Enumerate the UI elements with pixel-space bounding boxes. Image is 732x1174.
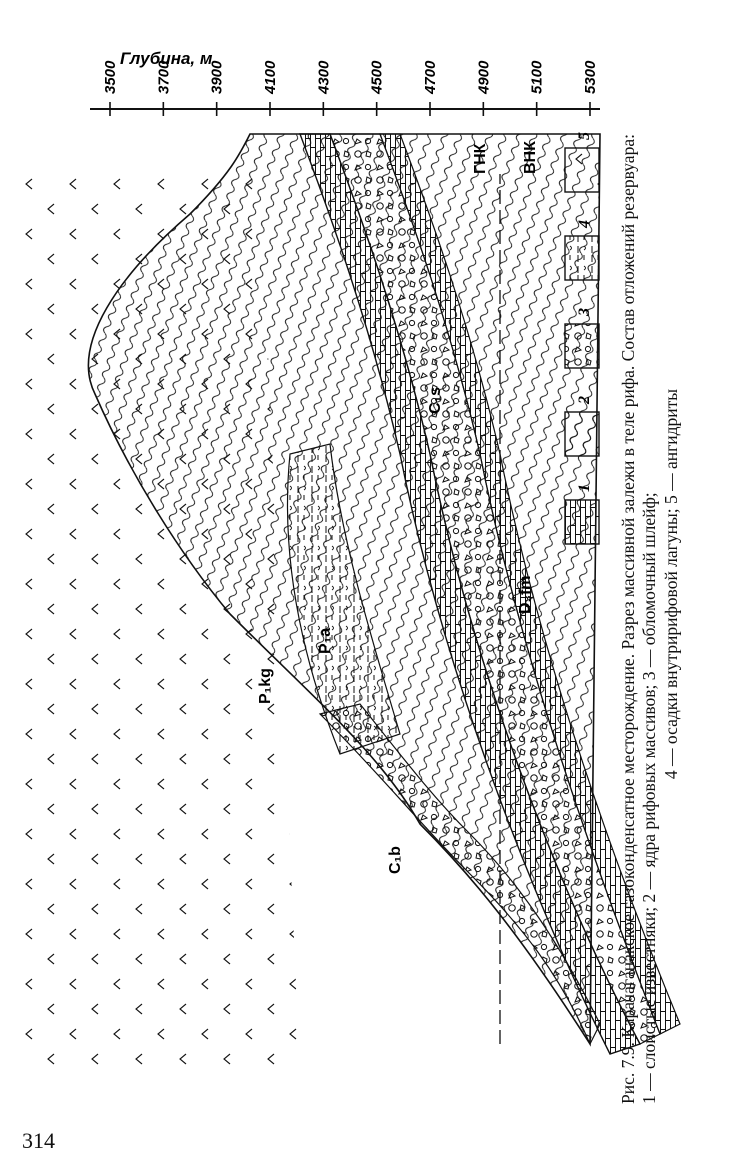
depth-tick-label: 5300 bbox=[582, 60, 599, 94]
legend-swatch-clastic-apron bbox=[565, 324, 599, 368]
page-number: 314 bbox=[22, 1128, 55, 1153]
depth-tick-label: 4300 bbox=[315, 60, 333, 94]
caption-text: Карачаганакское газоконденсатное месторождение. Разрез массивной залежи в теле рифа. Состав отложений резервуара: bbox=[618, 134, 638, 1038]
depth-tick-label: 3900 bbox=[208, 60, 226, 94]
legend-number: 4 bbox=[576, 220, 593, 228]
label-c1b: C₁b bbox=[387, 846, 404, 874]
caption-legend-line-2: 4 — осадки внутририфовой лагуны; 5 — ангидриты bbox=[660, 388, 681, 780]
depth-axis bbox=[90, 49, 600, 116]
label-vnk: ВНК bbox=[522, 141, 539, 174]
legend-number: 3 bbox=[576, 308, 593, 316]
figure-caption bbox=[618, 64, 682, 1104]
depth-tick-label: 3700 bbox=[155, 60, 173, 94]
depth-tick-label: 4900 bbox=[475, 60, 493, 94]
caption-label: Рис. 7.9. bbox=[618, 1042, 638, 1104]
legend-swatch-bedded-limestone bbox=[565, 500, 599, 544]
label-p1a: P₁a bbox=[317, 627, 334, 654]
caption-legend-line-1: 1 — слоистые известняки; 2 — ядра рифовых массивов; 3 — обломочный шлейф; bbox=[639, 492, 660, 1104]
legend-number: 2 bbox=[576, 396, 593, 404]
legend-number: 1 bbox=[576, 484, 593, 492]
legend-swatch-anhydrite bbox=[565, 148, 599, 192]
depth-axis-title: Глубина, м bbox=[120, 49, 213, 68]
label-p1kg: P₁kg bbox=[257, 668, 274, 704]
depth-tick-label: 3500 bbox=[102, 60, 119, 94]
legend-number: 5 bbox=[576, 132, 593, 140]
legend-swatch-lagoon-sediment bbox=[565, 236, 599, 280]
label-d3fm: D₃fm bbox=[517, 575, 534, 614]
depth-tick-label: 4500 bbox=[368, 60, 386, 94]
label-gnk: ГНК bbox=[472, 143, 489, 174]
legend-swatch-reef-core bbox=[565, 412, 599, 456]
label-c1s: C₁s bbox=[427, 386, 444, 414]
depth-tick-label: 5100 bbox=[528, 60, 546, 94]
depth-tick-label: 4700 bbox=[422, 60, 439, 94]
depth-tick-label: 4100 bbox=[262, 60, 279, 94]
